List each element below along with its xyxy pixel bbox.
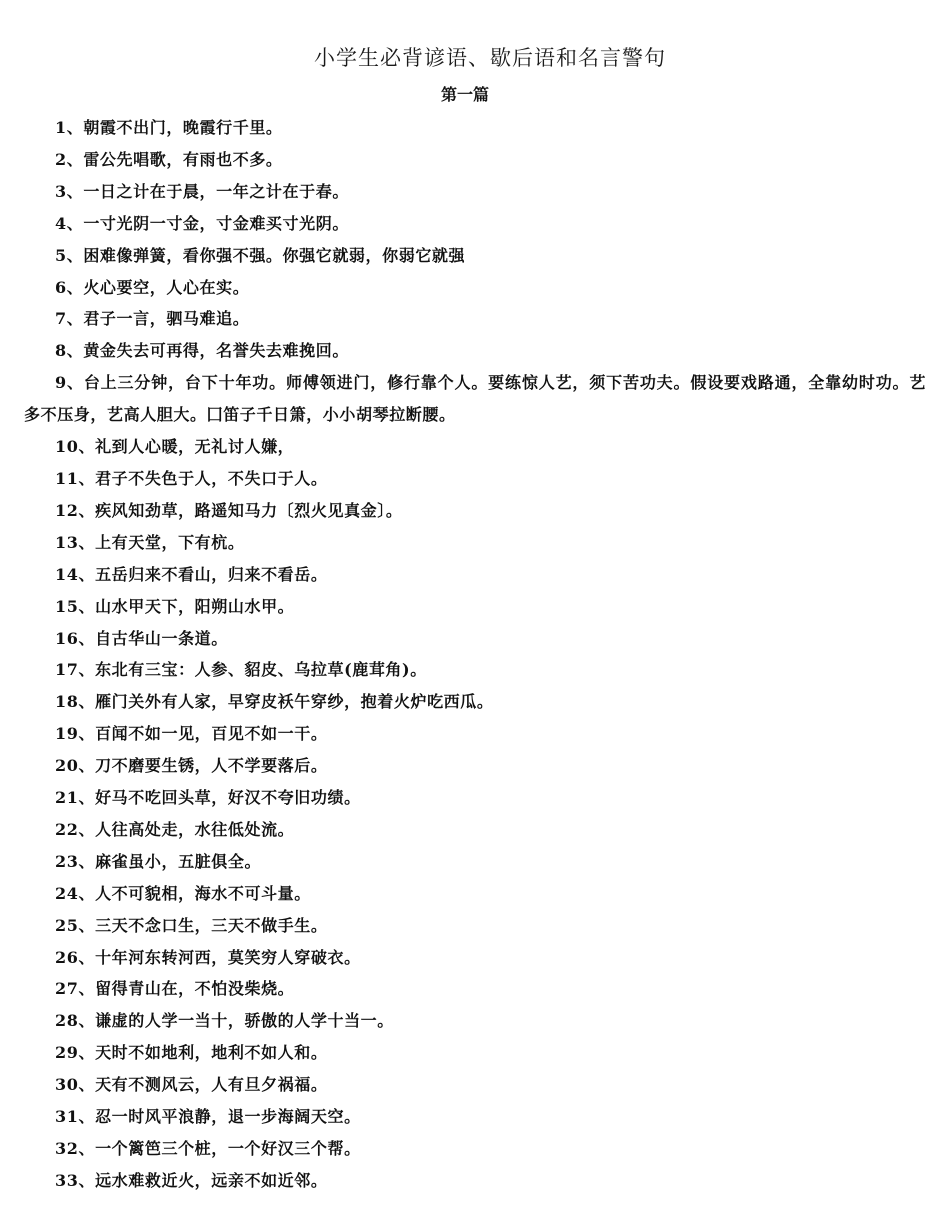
list-item: 12、疾风知劲草，路遥知马力〔烈火见真金〕。 — [55, 500, 403, 520]
list-item: 14、五岳归来不看山，归来不看岳。 — [55, 564, 328, 584]
proverb-list — [24, 112, 926, 1197]
list-item: 19、百闻不如一见，百见不如一干。 — [55, 724, 328, 744]
list-item: 24、人不可貌相，海水不可斗量。 — [55, 883, 311, 903]
list-item: 26、十年河东转河西，莫笑穷人穿破衣。 — [55, 947, 361, 967]
page-title: 小学生必背谚语、歇后语和名言警句 — [314, 46, 666, 70]
list-item: 17、东北有三宝：人参、貂皮、乌拉草(鹿茸角)。 — [55, 660, 427, 680]
list-item: 27、留得青山在，不怕没柴烧。 — [55, 979, 295, 999]
list-item: 21、好马不吃回头草，好汉不夸旧功绩。 — [55, 788, 361, 808]
list-item: 11、君子不失色于人，不失口于人。 — [55, 468, 328, 488]
list-item: 16、自古华山一条道。 — [55, 628, 228, 648]
list-item: 4、一寸光阴一寸金，寸金难买寸光阴。 — [55, 213, 349, 233]
list-item: 5、困难像弹簧，看你强不强。你强它就弱，你弱它就强 — [55, 245, 466, 265]
list-item: 31、忍一时风平浪静，退一步海阔天空。 — [55, 1107, 361, 1127]
list-item: 20、刀不磨要生锈，人不学要落后。 — [55, 756, 328, 776]
list-item: 22、人往高处走，水往低处流。 — [55, 819, 295, 839]
list-item: 25、三天不念口生，三天不做手生。 — [55, 915, 328, 935]
list-item: 18、雁门关外有人家，早穿皮袄午穿纱，抱着火炉吃西瓜。 — [55, 692, 494, 712]
list-item: 7、君子一言，驷马难追。 — [55, 309, 250, 329]
list-item: 33、远水难救近火，远亲不如近邻。 — [55, 1170, 328, 1190]
list-item: 6、火心要空，人心在实。 — [55, 277, 250, 297]
list-item: 32、一个篱笆三个桩，一个好汉三个帮。 — [55, 1139, 361, 1158]
list-item: 23、麻雀虽小，五脏俱全。 — [55, 851, 262, 871]
list-item: 29、天时不如地利，地利不如人和。 — [55, 1043, 328, 1063]
list-item: 3、一日之计在于晨，一年之计在于春。 — [55, 181, 349, 201]
list-item: 15、山水甲天下，阳朔山水甲。 — [55, 596, 295, 616]
section-subtitle: 第一篇 — [440, 85, 489, 104]
list-item: 9、台上三分钟，台下十年功。师傅领进门，修行靠个人。要练惊人艺，须下苦功夫。假设要戏路通，全靠幼时功。艺多不压身，艺高人胆大。囗笛子千日箫，小小胡琴拉断腰。 — [24, 373, 926, 425]
list-item: 30、天有不测风云，人有旦夕祸福。 — [55, 1075, 328, 1095]
list-item: 10、礼到人心暖，无礼讨人嫌， — [55, 437, 295, 457]
list-item: 1、朝霞不出门，晚霞行千里。 — [55, 118, 283, 137]
list-item: 8、黄金失去可再得，名誉失去难挽回。 — [55, 341, 349, 361]
list-item: 28、谦虚的人学一当十，骄傲的人学十当一。 — [55, 1011, 394, 1031]
list-item: 2、雷公先唱歌，有雨也不多。 — [55, 149, 283, 169]
list-item: 13、上有天堂，下有杭。 — [55, 532, 245, 552]
